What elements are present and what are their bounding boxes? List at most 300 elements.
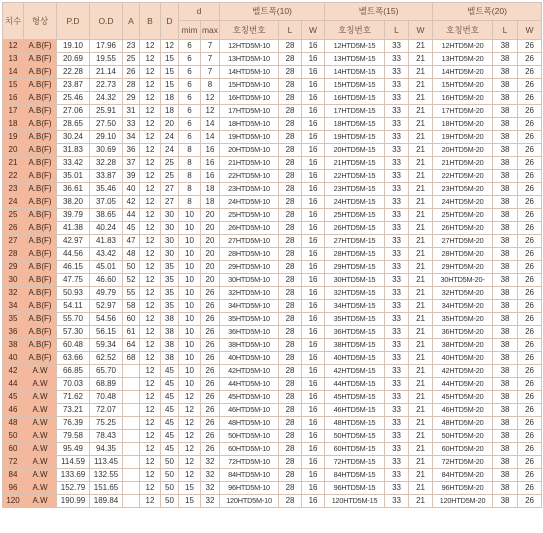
cell-od: 72.07 xyxy=(90,404,123,417)
cell-code-10: 48HTD5M-10 xyxy=(220,417,279,430)
cell-b: 12 xyxy=(140,482,161,495)
cell-a: 68 xyxy=(123,352,140,365)
cell-pd: 73.21 xyxy=(57,404,90,417)
table-row xyxy=(3,417,542,430)
cell-code-15: 45HTD5M-15 xyxy=(325,391,385,404)
cell-a xyxy=(123,378,140,391)
cell-code-10: 40HTD5M-10 xyxy=(220,352,279,365)
cell-bore-min: 12 xyxy=(179,430,201,443)
cell-code-15: 84HTD5M-15 xyxy=(325,469,385,482)
cell-pd: 50.93 xyxy=(57,287,90,300)
cell-pd: 47.75 xyxy=(57,274,90,287)
cell-teeth: 32 xyxy=(3,287,24,300)
cell-w-20: 26 xyxy=(518,105,542,118)
cell-w-10: 16 xyxy=(302,482,325,495)
cell-l-15: 33 xyxy=(385,105,409,118)
cell-od: 59.34 xyxy=(90,339,123,352)
cell-code-20: 84HTD5M-20 xyxy=(433,469,493,482)
cell-a: 42 xyxy=(123,196,140,209)
cell-shape: A.B(F) xyxy=(24,79,57,92)
cell-code-20: 22HTD5M-20 xyxy=(433,170,493,183)
cell-l-15: 33 xyxy=(385,131,409,144)
cell-w-10: 16 xyxy=(302,222,325,235)
cell-od: 27.50 xyxy=(90,118,123,131)
cell-d: 25 xyxy=(161,170,179,183)
cell-l-10: 28 xyxy=(279,196,302,209)
cell-w-15: 21 xyxy=(409,365,433,378)
cell-shape: A.W xyxy=(24,456,57,469)
cell-bore-max: 18 xyxy=(201,196,220,209)
cell-teeth: 30 xyxy=(3,274,24,287)
cell-shape: A.B(F) xyxy=(24,66,57,79)
cell-d: 24 xyxy=(161,131,179,144)
cell-l-10: 28 xyxy=(279,456,302,469)
cell-w-20: 26 xyxy=(518,209,542,222)
cell-code-15: 17HTD5M-15 xyxy=(325,105,385,118)
cell-od: 56.15 xyxy=(90,326,123,339)
cell-code-15: 30HTD5M-15 xyxy=(325,274,385,287)
cell-l-20: 38 xyxy=(493,66,518,79)
cell-code-10: 20HTD5M-10 xyxy=(220,144,279,157)
cell-code-20: 19HTD5M-20 xyxy=(433,131,493,144)
cell-w-10: 16 xyxy=(302,118,325,131)
cell-code-10: 30HTD5M-10 xyxy=(220,274,279,287)
cell-od: 132.55 xyxy=(90,469,123,482)
cell-od: 32.28 xyxy=(90,157,123,170)
cell-shape: A.B(F) xyxy=(24,313,57,326)
cell-od: 38.65 xyxy=(90,209,123,222)
table-row xyxy=(3,196,542,209)
table-row xyxy=(3,40,542,53)
table-row xyxy=(3,313,542,326)
cell-teeth: 20 xyxy=(3,144,24,157)
cell-od: 22.73 xyxy=(90,79,123,92)
cell-b: 12 xyxy=(140,274,161,287)
cell-pd: 23.87 xyxy=(57,79,90,92)
cell-w-10: 16 xyxy=(302,300,325,313)
cell-code-10: 24HTD5M-10 xyxy=(220,196,279,209)
cell-l-20: 38 xyxy=(493,378,518,391)
cell-a: 64 xyxy=(123,339,140,352)
cell-code-15: 44HTD5M-15 xyxy=(325,378,385,391)
cell-bore-min: 10 xyxy=(179,261,201,274)
cell-w-20: 26 xyxy=(518,144,542,157)
cell-bore-max: 26 xyxy=(201,443,220,456)
table-row xyxy=(3,105,542,118)
cell-bore-min: 8 xyxy=(179,157,201,170)
cell-od: 30.69 xyxy=(90,144,123,157)
cell-code-20: 36HTD5M-20 xyxy=(433,326,493,339)
header-w-20: W xyxy=(518,21,542,40)
cell-bore-max: 16 xyxy=(201,144,220,157)
cell-bore-min: 10 xyxy=(179,300,201,313)
cell-d: 35 xyxy=(161,274,179,287)
header-teeth: 치수 xyxy=(3,3,24,40)
cell-l-15: 33 xyxy=(385,391,409,404)
cell-shape: A.B(F) xyxy=(24,40,57,53)
cell-l-15: 33 xyxy=(385,40,409,53)
cell-w-10: 16 xyxy=(302,313,325,326)
cell-b: 12 xyxy=(140,222,161,235)
cell-l-20: 38 xyxy=(493,118,518,131)
cell-bore-max: 12 xyxy=(201,105,220,118)
cell-pd: 54.11 xyxy=(57,300,90,313)
cell-l-20: 38 xyxy=(493,170,518,183)
cell-w-20: 26 xyxy=(518,404,542,417)
cell-w-15: 21 xyxy=(409,40,433,53)
cell-a xyxy=(123,443,140,456)
cell-bore-min: 6 xyxy=(179,131,201,144)
cell-l-20: 38 xyxy=(493,131,518,144)
cell-bore-max: 20 xyxy=(201,248,220,261)
cell-pd: 31.83 xyxy=(57,144,90,157)
cell-w-10: 16 xyxy=(302,157,325,170)
cell-bore-min: 12 xyxy=(179,456,201,469)
cell-pd: 33.42 xyxy=(57,157,90,170)
cell-b: 12 xyxy=(140,131,161,144)
cell-l-15: 33 xyxy=(385,287,409,300)
cell-l-20: 38 xyxy=(493,300,518,313)
cell-od: 40.24 xyxy=(90,222,123,235)
cell-l-15: 33 xyxy=(385,430,409,443)
cell-d: 45 xyxy=(161,430,179,443)
cell-teeth: 13 xyxy=(3,53,24,66)
table-row xyxy=(3,222,542,235)
cell-l-20: 38 xyxy=(493,417,518,430)
cell-teeth: 72 xyxy=(3,456,24,469)
cell-code-10: 36HTD5M-10 xyxy=(220,326,279,339)
cell-l-10: 28 xyxy=(279,339,302,352)
cell-w-20: 26 xyxy=(518,131,542,144)
cell-bore-min: 12 xyxy=(179,469,201,482)
cell-w-20: 26 xyxy=(518,66,542,79)
cell-bore-max: 14 xyxy=(201,118,220,131)
header-a: A xyxy=(123,3,140,40)
cell-teeth: 120 xyxy=(3,495,24,508)
cell-bore-max: 7 xyxy=(201,66,220,79)
cell-code-15: 42HTD5M-15 xyxy=(325,365,385,378)
cell-a xyxy=(123,430,140,443)
cell-a: 25 xyxy=(123,53,140,66)
cell-w-20: 26 xyxy=(518,469,542,482)
cell-code-15: 14HTD5M-15 xyxy=(325,66,385,79)
cell-w-15: 21 xyxy=(409,170,433,183)
cell-shape: A.B(F) xyxy=(24,144,57,157)
cell-d: 45 xyxy=(161,417,179,430)
cell-code-15: 35HTD5M-15 xyxy=(325,313,385,326)
cell-b: 12 xyxy=(140,469,161,482)
cell-l-15: 33 xyxy=(385,404,409,417)
table-row xyxy=(3,248,542,261)
cell-l-10: 28 xyxy=(279,40,302,53)
cell-bore-max: 32 xyxy=(201,482,220,495)
cell-w-10: 16 xyxy=(302,430,325,443)
cell-bore-min: 8 xyxy=(179,183,201,196)
cell-teeth: 48 xyxy=(3,417,24,430)
cell-od: 37.05 xyxy=(90,196,123,209)
cell-d: 50 xyxy=(161,469,179,482)
cell-pd: 60.48 xyxy=(57,339,90,352)
cell-pd: 39.79 xyxy=(57,209,90,222)
table-row xyxy=(3,274,542,287)
cell-l-10: 28 xyxy=(279,287,302,300)
cell-code-20: 21HTD5M-20 xyxy=(433,157,493,170)
cell-d: 45 xyxy=(161,378,179,391)
cell-b: 12 xyxy=(140,495,161,508)
cell-w-15: 21 xyxy=(409,105,433,118)
header-code-15: 호칭번호 xyxy=(325,21,385,40)
cell-shape: A.W xyxy=(24,430,57,443)
cell-bore-min: 15 xyxy=(179,495,201,508)
cell-od: 70.48 xyxy=(90,391,123,404)
cell-w-15: 21 xyxy=(409,417,433,430)
cell-code-15: 26HTD5M-15 xyxy=(325,222,385,235)
cell-shape: A.B(F) xyxy=(24,170,57,183)
cell-od: 17.96 xyxy=(90,40,123,53)
header-shape: 형상 xyxy=(24,3,57,40)
cell-a: 31 xyxy=(123,105,140,118)
cell-code-20: 24HTD5M-20 xyxy=(433,196,493,209)
cell-teeth: 34 xyxy=(3,300,24,313)
cell-bore-min: 10 xyxy=(179,235,201,248)
cell-code-20: 60HTD5M-20 xyxy=(433,443,493,456)
cell-l-15: 33 xyxy=(385,313,409,326)
cell-bore-max: 26 xyxy=(201,352,220,365)
cell-teeth: 17 xyxy=(3,105,24,118)
cell-a: 55 xyxy=(123,287,140,300)
cell-d: 27 xyxy=(161,183,179,196)
cell-shape: A.W xyxy=(24,404,57,417)
cell-w-10: 16 xyxy=(302,170,325,183)
cell-b: 12 xyxy=(140,456,161,469)
cell-l-10: 28 xyxy=(279,92,302,105)
cell-l-20: 38 xyxy=(493,391,518,404)
cell-teeth: 46 xyxy=(3,404,24,417)
cell-bore-min: 6 xyxy=(179,118,201,131)
cell-b: 12 xyxy=(140,352,161,365)
cell-code-15: 32HTD5M-15 xyxy=(325,287,385,300)
cell-l-10: 28 xyxy=(279,326,302,339)
cell-w-20: 26 xyxy=(518,79,542,92)
cell-code-20: 45HTD5M-20 xyxy=(433,391,493,404)
cell-a: 52 xyxy=(123,274,140,287)
cell-pd: 152.79 xyxy=(57,482,90,495)
header-belt20: 벨트폭(20) xyxy=(433,3,542,21)
cell-pd: 35.01 xyxy=(57,170,90,183)
cell-shape: A.B(F) xyxy=(24,222,57,235)
cell-code-10: 42HTD5M-10 xyxy=(220,365,279,378)
cell-l-20: 38 xyxy=(493,287,518,300)
table-row xyxy=(3,157,542,170)
cell-l-10: 28 xyxy=(279,495,302,508)
cell-code-10: 19HTD5M-10 xyxy=(220,131,279,144)
header-l-15: L xyxy=(385,21,409,40)
cell-teeth: 16 xyxy=(3,92,24,105)
cell-b: 12 xyxy=(140,66,161,79)
cell-l-20: 38 xyxy=(493,313,518,326)
cell-d: 35 xyxy=(161,287,179,300)
cell-bore-max: 26 xyxy=(201,430,220,443)
cell-l-15: 33 xyxy=(385,443,409,456)
cell-w-15: 21 xyxy=(409,352,433,365)
table-row xyxy=(3,53,542,66)
cell-shape: A.W xyxy=(24,495,57,508)
cell-shape: A.W xyxy=(24,482,57,495)
cell-bore-min: 6 xyxy=(179,105,201,118)
cell-code-10: 12HTD5M-10 xyxy=(220,40,279,53)
cell-code-10: 18HTD5M-10 xyxy=(220,118,279,131)
cell-code-15: 18HTD5M-15 xyxy=(325,118,385,131)
table-row xyxy=(3,326,542,339)
cell-a: 36 xyxy=(123,144,140,157)
cell-l-20: 38 xyxy=(493,79,518,92)
cell-b: 12 xyxy=(140,287,161,300)
table-row xyxy=(3,495,542,508)
table-row xyxy=(3,287,542,300)
cell-w-15: 21 xyxy=(409,144,433,157)
cell-code-20: 15HTD5M-20 xyxy=(433,79,493,92)
cell-pd: 25.46 xyxy=(57,92,90,105)
cell-d: 15 xyxy=(161,66,179,79)
cell-l-10: 28 xyxy=(279,105,302,118)
cell-code-20: 48HTD5M-20 xyxy=(433,417,493,430)
header-d-col: D xyxy=(161,3,179,40)
cell-w-10: 16 xyxy=(302,196,325,209)
cell-w-15: 21 xyxy=(409,66,433,79)
table-row xyxy=(3,404,542,417)
cell-code-15: 48HTD5M-15 xyxy=(325,417,385,430)
cell-l-20: 38 xyxy=(493,482,518,495)
cell-d: 30 xyxy=(161,248,179,261)
cell-code-10: 23HTD5M-10 xyxy=(220,183,279,196)
cell-l-10: 28 xyxy=(279,248,302,261)
cell-bore-max: 20 xyxy=(201,274,220,287)
cell-b: 12 xyxy=(140,118,161,131)
cell-shape: A.B(F) xyxy=(24,261,57,274)
cell-a: 23 xyxy=(123,40,140,53)
cell-d: 50 xyxy=(161,495,179,508)
cell-shape: A.B(F) xyxy=(24,157,57,170)
cell-teeth: 35 xyxy=(3,313,24,326)
cell-d: 18 xyxy=(161,92,179,105)
cell-shape: A.W xyxy=(24,469,57,482)
cell-d: 30 xyxy=(161,235,179,248)
table-row xyxy=(3,430,542,443)
cell-b: 12 xyxy=(140,339,161,352)
cell-od: 65.70 xyxy=(90,365,123,378)
header-bore-max: max xyxy=(201,21,220,40)
cell-l-20: 38 xyxy=(493,365,518,378)
cell-w-15: 21 xyxy=(409,313,433,326)
cell-a: 45 xyxy=(123,222,140,235)
cell-w-20: 26 xyxy=(518,40,542,53)
cell-teeth: 84 xyxy=(3,469,24,482)
cell-shape: A.B(F) xyxy=(24,248,57,261)
table-row xyxy=(3,131,542,144)
table-row xyxy=(3,456,542,469)
cell-d: 50 xyxy=(161,456,179,469)
cell-d: 30 xyxy=(161,209,179,222)
cell-l-20: 38 xyxy=(493,144,518,157)
cell-pd: 20.69 xyxy=(57,53,90,66)
cell-d: 15 xyxy=(161,53,179,66)
cell-l-15: 33 xyxy=(385,157,409,170)
cell-w-10: 16 xyxy=(302,391,325,404)
cell-l-10: 28 xyxy=(279,391,302,404)
cell-pd: 28.65 xyxy=(57,118,90,131)
cell-bore-max: 26 xyxy=(201,300,220,313)
cell-teeth: 42 xyxy=(3,365,24,378)
cell-pd: 27.06 xyxy=(57,105,90,118)
cell-code-20: 34HTD5M-20 xyxy=(433,300,493,313)
cell-b: 12 xyxy=(140,92,161,105)
cell-bore-max: 12 xyxy=(201,92,220,105)
cell-code-20: 35HTD5M-20 xyxy=(433,313,493,326)
cell-w-20: 26 xyxy=(518,92,542,105)
table-row xyxy=(3,469,542,482)
cell-l-20: 38 xyxy=(493,443,518,456)
cell-l-20: 38 xyxy=(493,248,518,261)
cell-code-20: 12HTD5M-20 xyxy=(433,40,493,53)
cell-a: 60 xyxy=(123,313,140,326)
cell-code-15: 72HTD5M-15 xyxy=(325,456,385,469)
cell-l-10: 28 xyxy=(279,300,302,313)
cell-w-20: 26 xyxy=(518,495,542,508)
cell-l-20: 38 xyxy=(493,469,518,482)
cell-w-20: 26 xyxy=(518,261,542,274)
cell-code-10: 84HTD5M-10 xyxy=(220,469,279,482)
cell-w-15: 21 xyxy=(409,482,433,495)
cell-pd: 133.69 xyxy=(57,469,90,482)
cell-w-20: 26 xyxy=(518,274,542,287)
cell-l-10: 28 xyxy=(279,482,302,495)
cell-l-10: 28 xyxy=(279,183,302,196)
cell-code-20: 30HTD5M-20- xyxy=(433,274,493,287)
cell-l-15: 33 xyxy=(385,235,409,248)
cell-code-15: 38HTD5M-15 xyxy=(325,339,385,352)
cell-pd: 41.38 xyxy=(57,222,90,235)
cell-code-15: 22HTD5M-15 xyxy=(325,170,385,183)
cell-b: 12 xyxy=(140,40,161,53)
cell-pd: 19.10 xyxy=(57,40,90,53)
cell-od: 52.97 xyxy=(90,300,123,313)
cell-b: 12 xyxy=(140,261,161,274)
header-belt10: 벨트폭(10) xyxy=(220,3,325,21)
cell-l-10: 28 xyxy=(279,365,302,378)
cell-l-10: 28 xyxy=(279,157,302,170)
cell-code-15: 13HTD5M-15 xyxy=(325,53,385,66)
cell-w-10: 16 xyxy=(302,274,325,287)
cell-w-20: 26 xyxy=(518,326,542,339)
cell-l-15: 33 xyxy=(385,417,409,430)
cell-w-15: 21 xyxy=(409,79,433,92)
cell-l-15: 33 xyxy=(385,326,409,339)
cell-bore-max: 16 xyxy=(201,170,220,183)
cell-a xyxy=(123,482,140,495)
cell-w-15: 21 xyxy=(409,430,433,443)
cell-bore-min: 12 xyxy=(179,404,201,417)
cell-b: 12 xyxy=(140,105,161,118)
cell-a: 39 xyxy=(123,170,140,183)
cell-w-10: 16 xyxy=(302,183,325,196)
cell-code-10: 34HTD5M-10 xyxy=(220,300,279,313)
cell-a xyxy=(123,404,140,417)
cell-w-15: 21 xyxy=(409,456,433,469)
cell-code-20: 13HTD5M-20 xyxy=(433,53,493,66)
cell-code-20: 72HTD5M-20 xyxy=(433,456,493,469)
cell-bore-max: 7 xyxy=(201,53,220,66)
cell-code-20: 25HTD5M-20 xyxy=(433,209,493,222)
